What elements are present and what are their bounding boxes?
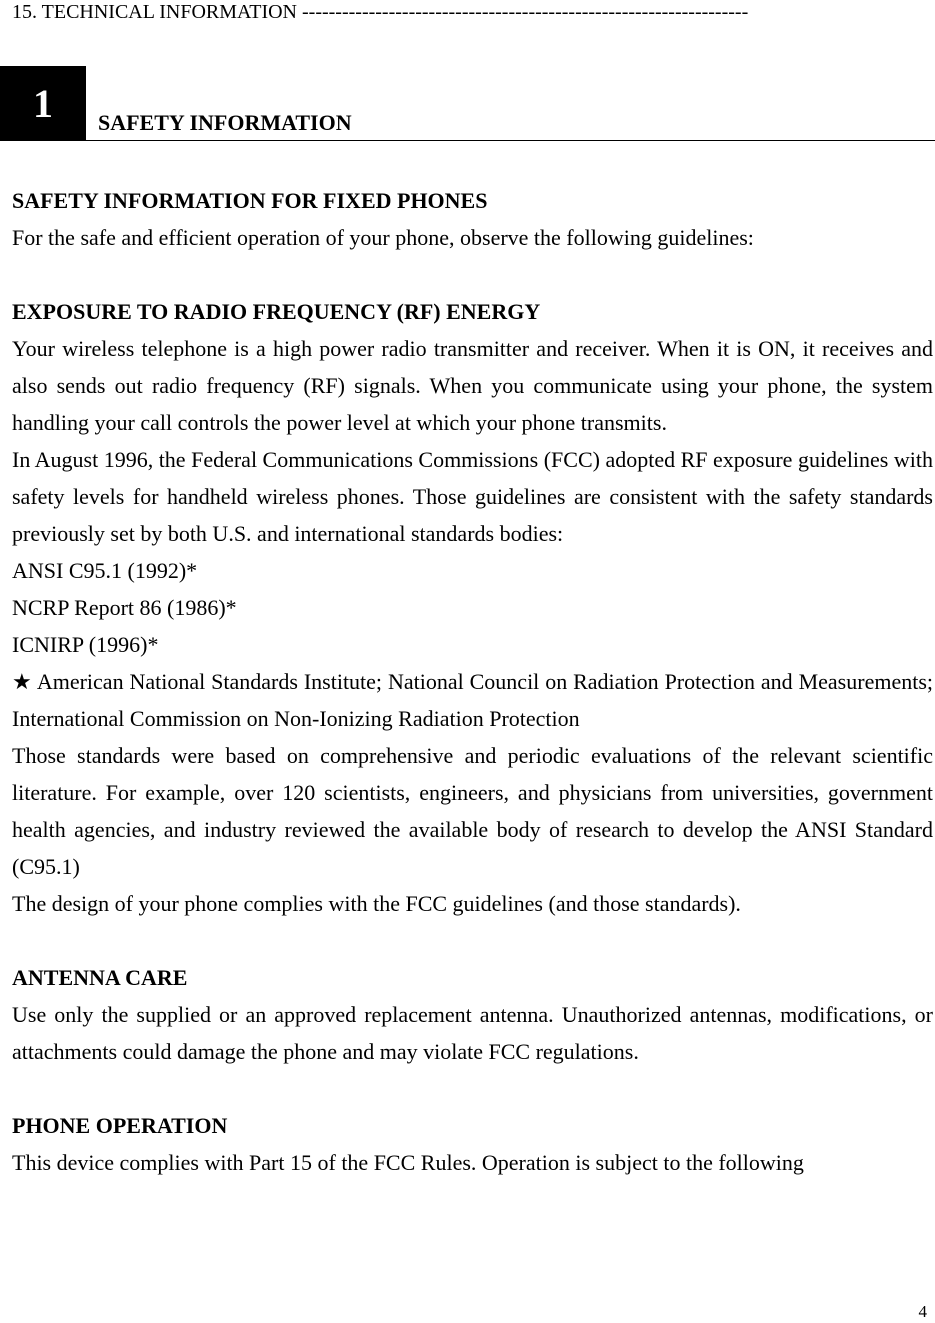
page-number: 4 (918, 1302, 927, 1321)
chapter-title: SAFETY INFORMATION (98, 110, 352, 135)
paragraph-fcc-guidelines: In August 1996, the Federal Communications Commissions (FCC) adopted RF exposure guidelines with safety levels for handheld wireless phones. Those guidelines are consistent with the safety standards previously set by both U.S. and international standards bodies: (12, 447, 933, 546)
section-heading-rf-energy: EXPOSURE TO RADIO FREQUENCY (RF) ENERGY (12, 299, 541, 324)
paragraph-rf-transmitter: Your wireless telephone is a high power radio transmitter and receiver. When it is ON, it receives and also sends out radio frequency (RF) signals. When you communicate using your phone, the system handling your call controls the power level at which your phone transmits. (12, 336, 933, 435)
main-content (12, 182, 933, 1181)
toc-line-technical-information: 15. TECHNICAL INFORMATION ------------------------------------------------------------------- (12, 1, 749, 23)
paragraph-phone-operation: This device complies with Part 15 of the FCC Rules. Operation is subject to the following (12, 1150, 804, 1175)
footnote-standards-bodies: ★ American National Standards Institute; National Council on Radiation Protection and Measurements; International Commission on Non-Ionizing Radiation Protection (12, 669, 933, 731)
standard-ncrp: NCRP Report 86 (1986)* (12, 595, 237, 620)
chapter-divider (86, 140, 935, 141)
paragraph-antenna-care: Use only the supplied or an approved replacement antenna. Unauthorized antennas, modifications, or attachments could damage the phone and may violate FCC regulations. (12, 1002, 933, 1064)
spacer (12, 256, 933, 293)
spacer (12, 922, 933, 959)
spacer (12, 1070, 933, 1107)
section-heading-phone-operation: PHONE OPERATION (12, 1113, 228, 1138)
section-heading-antenna-care: ANTENNA CARE (12, 965, 188, 990)
paragraph-design-compliance: The design of your phone complies with the FCC guidelines (and those standards). (12, 891, 741, 916)
paragraph-standards-evaluation: Those standards were based on comprehensive and periodic evaluations of the relevant scientific literature. For example, over 120 scientists, engineers, and physicians from universities, government health agencies, and industry reviewed the available body of research to develop the ANSI Standard (C95.1) (12, 743, 933, 879)
standard-icnirp: ICNIRP (1996)* (12, 632, 159, 657)
paragraph-guidelines-intro: For the safe and efficient operation of your phone, observe the following guidelines: (12, 225, 754, 250)
chapter-number-badge: 1 (0, 66, 86, 141)
section-heading-fixed-phones: SAFETY INFORMATION FOR FIXED PHONES (12, 188, 488, 213)
standard-ansi: ANSI C95.1 (1992)* (12, 558, 198, 583)
